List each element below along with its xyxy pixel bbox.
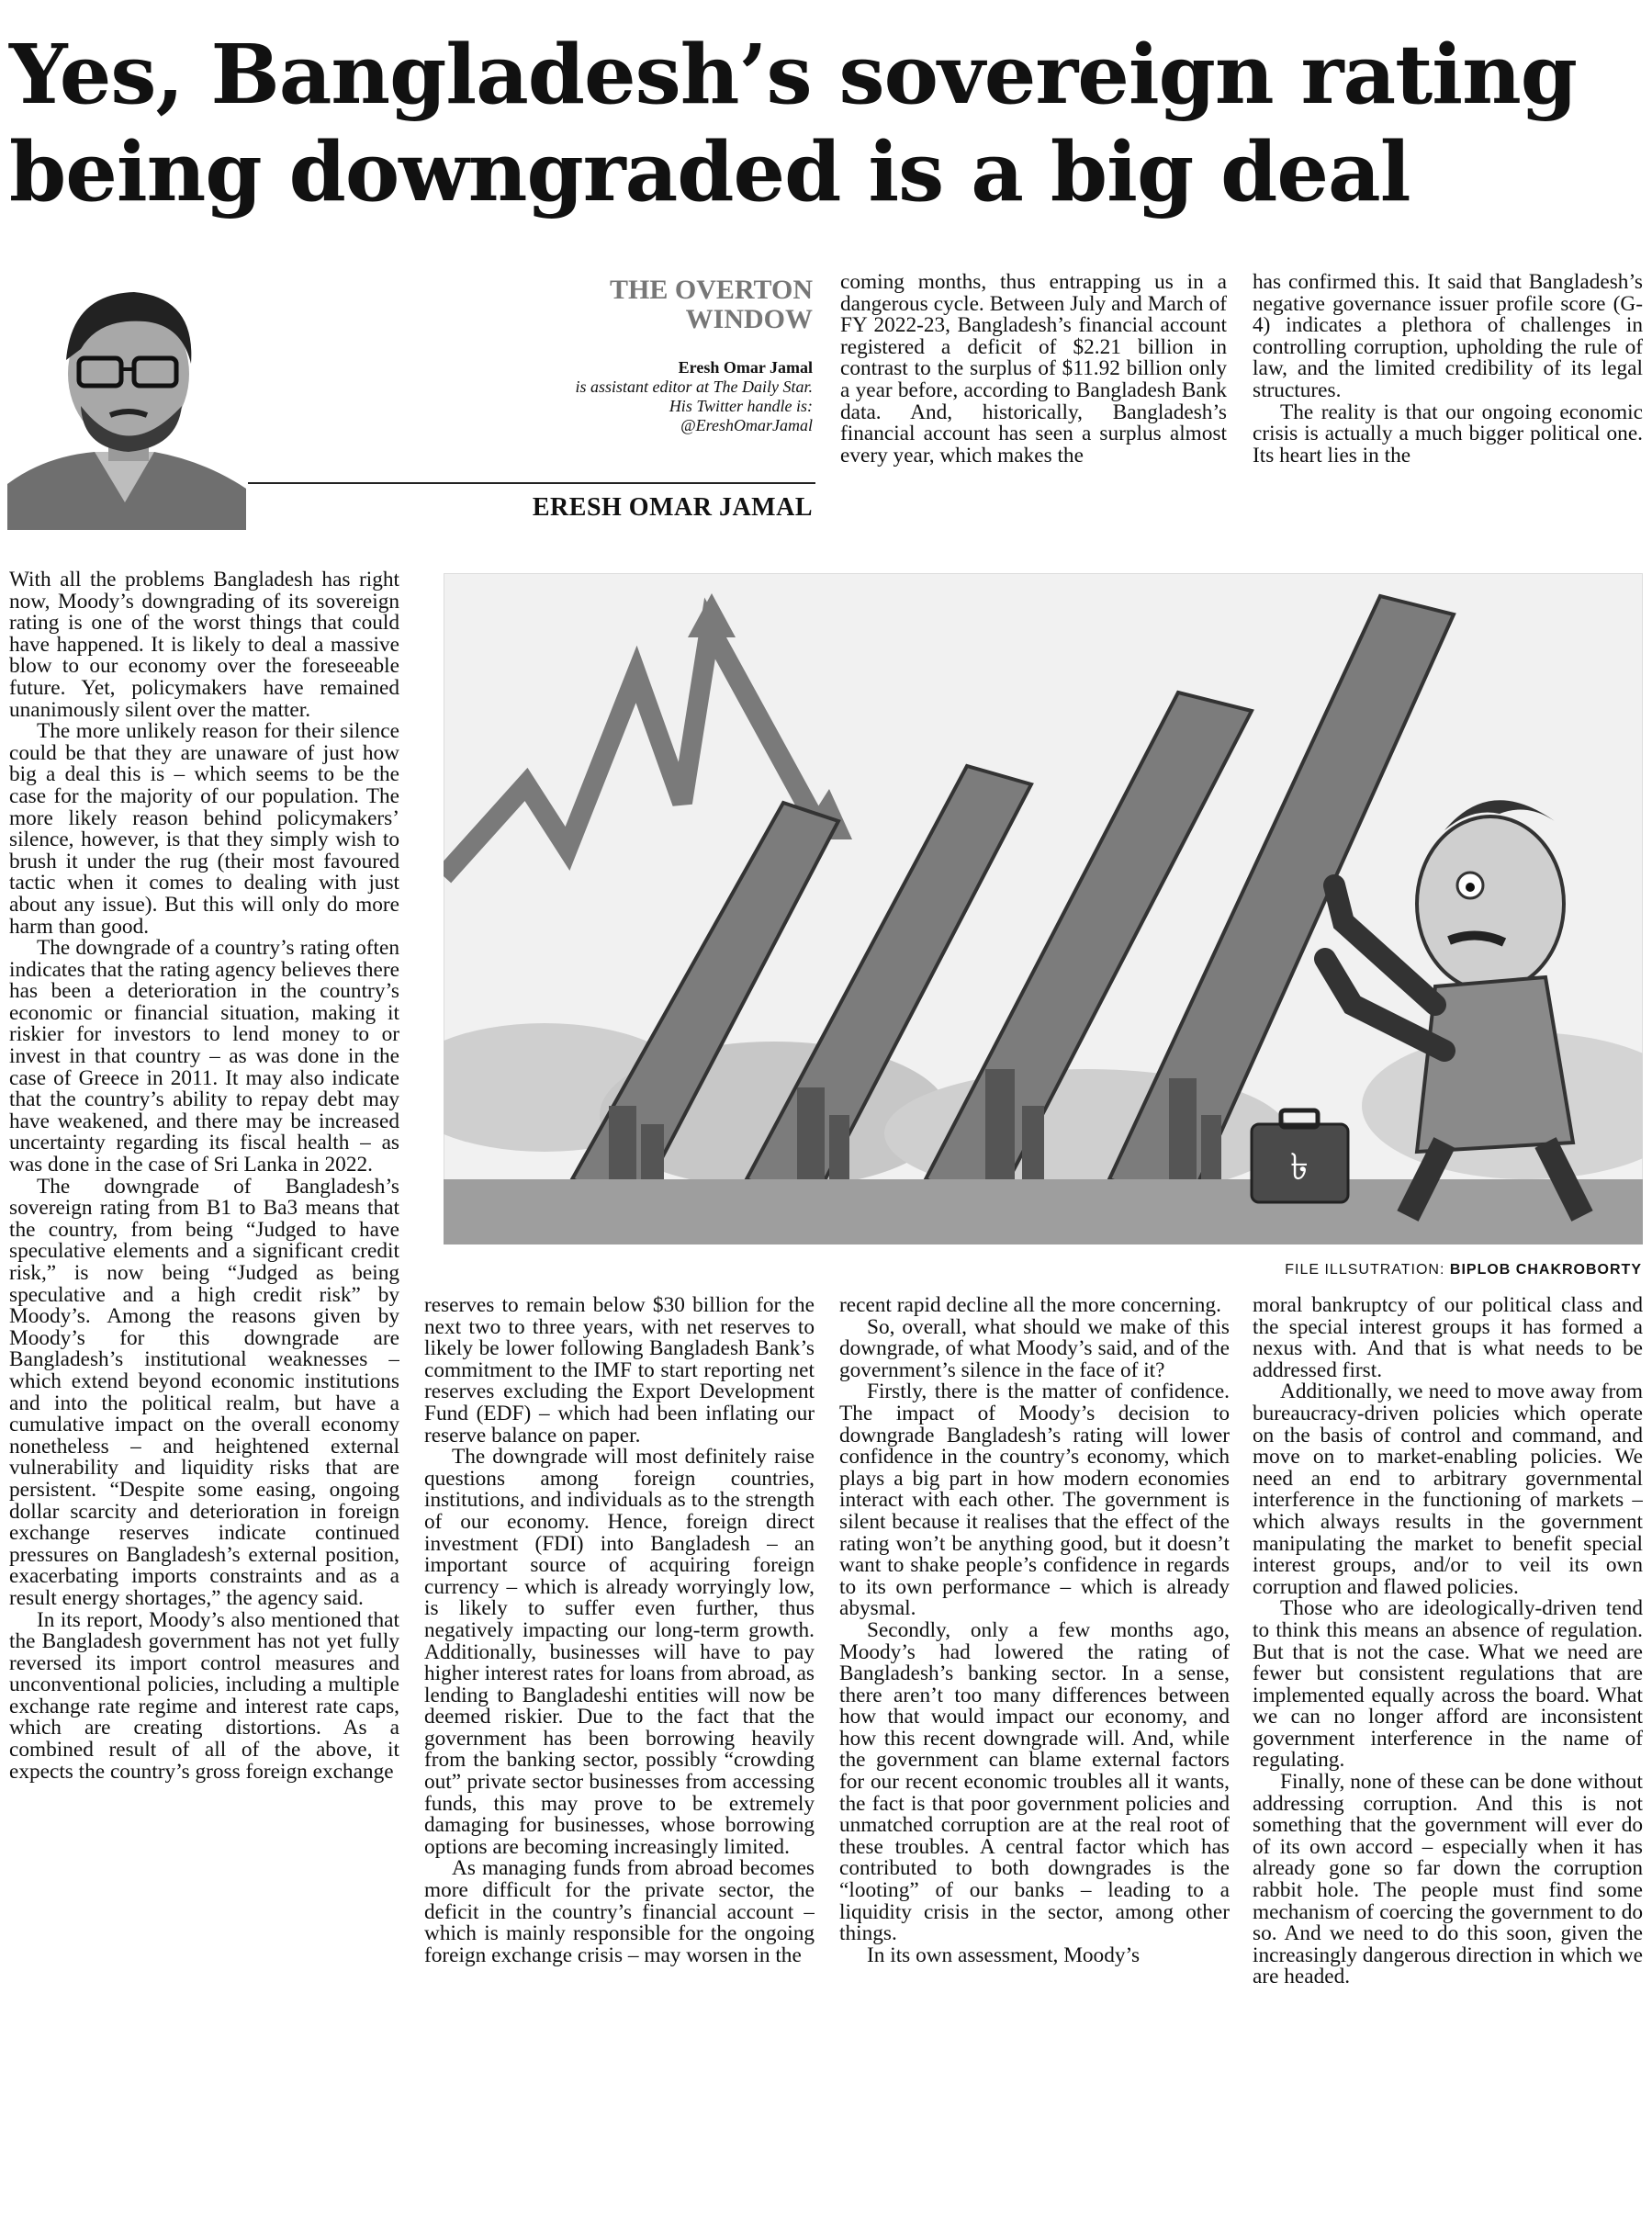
headline: Yes, Bangladesh’s sovereign rating being downgraded is a big deal (9, 26, 1578, 220)
paragraph: So, overall, what should we make of this downgrade, of what Moody’s said, and of the government’s silence in the face of it? (839, 1314, 1230, 1382)
byline-rule (248, 482, 815, 484)
author-bio-text: is assistant editor at The Daily Star. His Twitter handle is: @EreshOmarJamal (575, 377, 813, 434)
author-name: Eresh Omar Jamal (678, 358, 813, 377)
column-bottom-4 (1253, 1295, 1643, 2223)
paragraph: In its own assessment, Moody’s (867, 1943, 1141, 1967)
paragraph: has confirmed this. It said that Bangladesh’s negative governance issuer profile score (G-4) indicates a plethora of challenges in controlling corruption, upholding the rule of law, and the limited credibility of its legal structures. (1253, 272, 1643, 402)
paragraph: The downgrade of a country’s rating often indicates that the rating agency believes there has been a deterioration in the country’s economic or financial situation, making it riskier for investors to lend money to or invest in that country – as was done in the case of Greece in 2011. It may also indicate that the country’s ability to repay debt may have weakened, and there may be increased uncertainty regarding its fiscal health – as was done in the case of Sri Lanka in 2022. (9, 936, 399, 1177)
paragraph: reserves to remain below $30 billion for the next two to three years, with net reserves to likely be lower following Bangladesh Bank’s commitment to the IMF to start reporting net reserves excluding the Export Development Fund (EDF) – which had been inflating our reserve balance on paper. (424, 1295, 815, 1447)
column-bottom-3 (839, 1295, 1230, 2223)
paragraph: recent rapid decline all the more concerning. (839, 1295, 1221, 1317)
column-label: THE OVERTON WINDOW (610, 275, 813, 334)
illustration-credit (1102, 1262, 1642, 1278)
column-bottom-2 (424, 1295, 815, 2223)
paragraph: Additionally, we need to move away from bureaucracy-driven policies which operate on the basis of control and command, and move on to market-enabling policies. We need an end to arbitrary governmental interference in the functioning of markets – which always results in the government manipulating the market to benefit special interest groups, and/or to veil its own corruption and flawed policies. (1253, 1380, 1643, 1599)
paragraph: Finally, none of these can be done without addressing corruption. And this is not something that the government will ever do of its own accord – especially when it has already gone so far down the corruption rabbit hole. The people must find some mechanism of coercing the government to do so. And we need to do this soon, given the increasingly dangerous direction in which we are headed. (1253, 1770, 1643, 1989)
paragraph: With all the problems Bangladesh has right now, Moody’s downgrading of its sovereign rating is one of the worst things that could have happened. It is likely to deal a massive blow to our economy over the foreseeable future. Yet, policymakers have remained unanimously silent over the matter. (9, 569, 399, 722)
column-left (9, 569, 399, 2223)
column-top-1 (840, 272, 1227, 533)
svg-text:৳: ৳ (1290, 1146, 1309, 1188)
paragraph: As managing funds from abroad becomes more difficult for the private sector, the deficit in the country’s financial account – which is mainly responsible for the ongoing foreign exchange crisis – may worsen in the (424, 1856, 815, 1967)
credit-name: BIPLOB CHAKROBORTY (1449, 1262, 1642, 1278)
column-top-2 (1253, 272, 1643, 533)
paragraph: The downgrade will most definitely raise questions among foreign countries, institutions, and individuals as to the strength of our economy. Hence, foreign direct investment (FDI) into Bangladesh – an important source of acquiring foreign currency – which is already worryingly low, is likely to suffer even further, thus negatively impacting our long-term growth. Additionally, businesses will have to pay higher interest rates for loans from abroad, as lending to Bangladeshi entities will now be deemed riskier. Due to the fact that the government has been borrowing heavily from the banking sector, possibly “crowding out” private sector businesses from accessing funds, this may prove to be extremely damaging for businesses, whose borrowing options are becoming increasingly limited. (424, 1445, 815, 1859)
paragraph: The more unlikely reason for their silence could be that they are unaware of just how big a deal this is – which seems to be the case for the majority of our population. The more likely reason behind policymakers’ silence, however, is that they simply wish to brush it under the rug (their most favoured tactic when it comes to dealing with just about any issue). But this will only do more harm than good. (9, 719, 399, 939)
paragraph: coming months, thus entrapping us in a dangerous cycle. Between July and March of FY 2022-23, Bangladesh’s financial account registered a deficit of $2.21 billion in contrast to the surplus of $11.92 billion only a year before, according to Bangladesh Bank data. And, historically, Bangladesh’s financial account has seen a surplus almost every year, which makes the (840, 272, 1227, 467)
paragraph: Those who are ideologically-driven tend to think this means an absence of regulation. But that is not the case. What we need are fewer but consistent regulations that are implemented equally across the board. What we can no longer afford are inconsistent government interference in the name of regulating. (1253, 1596, 1643, 1773)
author-bio (551, 358, 813, 435)
paragraph: In its report, Moody’s also mentioned that the Bangladesh government has not yet fully reversed its import control measures and unconventional policies, including a multiple exchange rate regime and interest rate caps, which are creating distortions. As a combined result of all of the above, it expects the country’s gross foreign exchange (9, 1607, 399, 1784)
paragraph: The reality is that our ongoing economic crisis is actually a much bigger political one. Its heart lies in the (1253, 400, 1643, 467)
credit-label: FILE ILLSUTRATION: (1285, 1262, 1445, 1278)
byline: ERESH OMAR JAMAL (532, 493, 813, 522)
paragraph: moral bankruptcy of our political class and the special interest groups it has formed a nexus with. And that is what needs to be addressed first. (1253, 1295, 1643, 1382)
illustration (444, 573, 1643, 1245)
paragraph: Secondly, only a few months ago, Moody’s had lowered the rating of Bangladesh’s banking sector. In a sense, there aren’t too many differences between how that would impact our economy, and how this recent downgrade will. And, while the government can blame external factors for our recent economic troubles all it wants, the fact is that poor government policies and unmatched corruption are at the real root of these troubles. A central factor which has contributed to both downgrades is the “looting” of our banks – leading to a liquidity crisis in the sector, among other things. (839, 1617, 1230, 1946)
author-portrait (7, 268, 246, 530)
paragraph: Firstly, there is the matter of confidence. The impact of Moody’s decision to downgrade Bangladesh’s rating will lower confidence in the country’s economy, which plays a big part in how modern economies interact with each other. The government is silent because it realises that the effect of the rating won’t be anything good, but it doesn’t want to shake people’s confidence in regards to its own performance – which is already abysmal. (839, 1380, 1230, 1621)
paragraph: The downgrade of Bangladesh’s sovereign rating from B1 to Ba3 means that the country, from being “Judged to have speculative elements and a significant credit risk,” is now being “Judged as being speculative and a high credit risk” by Moody’s. Among the reasons given by Moody’s for this downgrade are Bangladesh’s institutional weaknesses – which extend beyond economic institutions and into the political realm, but have a cumulative impact on the overall economy nonetheless – and heightened external vulnerability and liquidity risks that are persistent. “Despite some easing, ongoing dollar scarcity and deterioration in foreign exchange reserves indicate continued pressures on Bangladesh’s external position, exacerbating imports constraints and as a result energy shortages,” the agency said. (9, 1174, 399, 1610)
